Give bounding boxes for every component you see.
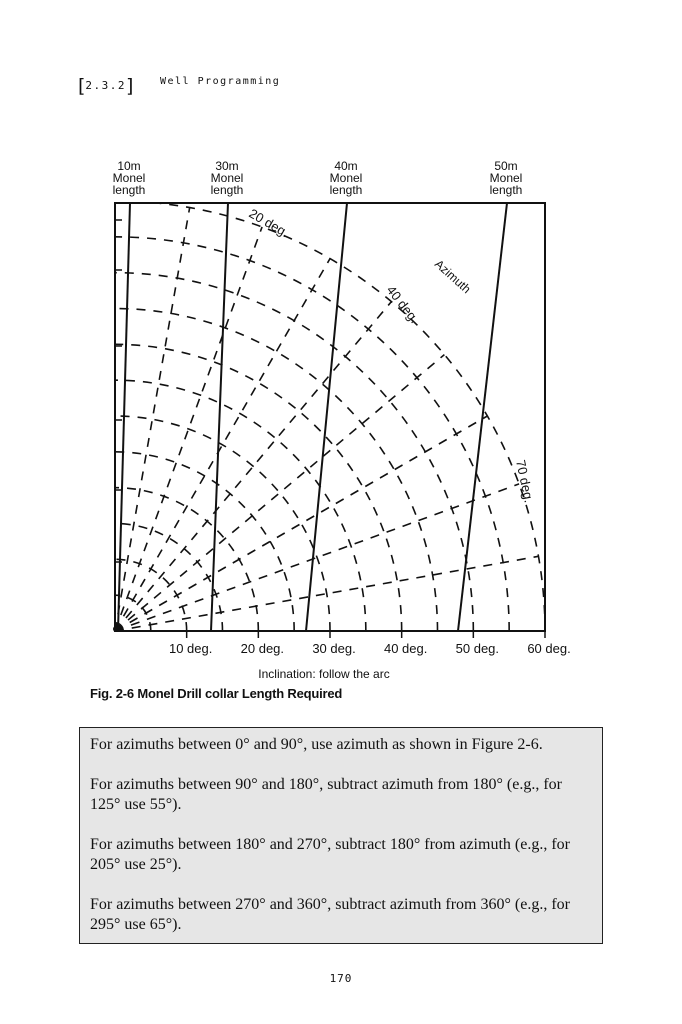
note-paragraph: For azimuths between 0° and 90°, use azimuth as shown in Figure 2-6. — [90, 736, 543, 753]
section-number-text: 2.3.2 — [85, 79, 127, 92]
azimuth-value-label: 70 deg. — [513, 458, 537, 505]
monel-length-label: 40m — [334, 159, 358, 173]
azimuth-value-label: 20 deg. — [246, 205, 292, 241]
monel-length-label: 30m — [215, 159, 239, 173]
inclination-arc — [115, 201, 545, 631]
monel-length-label: 50m — [494, 159, 518, 173]
origin-dot — [113, 626, 119, 632]
monel-length-label: 10m — [117, 159, 141, 173]
figure-caption: Fig. 2-6 Monel Drill collar Length Required — [90, 686, 343, 701]
x-tick-label: 40 deg. — [383, 641, 428, 656]
x-tick-label: 50 deg. — [455, 641, 500, 656]
note-paragraph: For azimuths between 180° and 270°, subtract 180° from azimuth (e.g., for 205° use 25°). — [90, 836, 570, 873]
monel-length-label: Monel — [329, 171, 363, 185]
x-tick-label: 30 deg. — [312, 641, 356, 656]
section-number: [2.3.2] — [78, 75, 134, 97]
page-number: 170 — [329, 972, 353, 985]
azimuth-value-label: 40 deg. — [383, 282, 423, 327]
inclination-arc — [115, 416, 330, 631]
azimuth-axis-label: Azimuth — [431, 256, 474, 297]
running-title: Well Programming — [160, 76, 281, 87]
monel-length-line — [458, 203, 507, 631]
monel-length-label: length — [489, 183, 523, 197]
monel-length-label: Monel — [210, 171, 244, 185]
plot-frame — [115, 203, 545, 631]
x-tick-label: 20 deg. — [240, 641, 285, 656]
azimuth-note-box — [79, 727, 603, 944]
monel-length-label: length — [112, 183, 146, 197]
x-axis-label: Inclination: follow the arc — [258, 667, 390, 681]
inclination-arc — [115, 344, 402, 631]
monel-length-label: Monel — [112, 171, 146, 185]
note-paragraph: For azimuths between 90° and 180°, subtract azimuth from 180° (e.g., for 125° use 55°). — [90, 776, 562, 813]
x-tick-label: 60 deg. — [527, 641, 571, 656]
monel-length-label: length — [210, 183, 244, 197]
figure — [0, 150, 682, 690]
monel-length-line — [306, 203, 347, 631]
note-paragraph: For azimuths between 270° and 360°, subtract azimuth from 360° (e.g., for 295° use 65°). — [90, 896, 570, 933]
monel-length-label: length — [329, 183, 363, 197]
dashed-grid — [115, 201, 545, 631]
x-tick-label: 10 deg. — [168, 641, 213, 656]
monel-length-chart — [0, 150, 682, 690]
monel-length-label: Monel — [489, 171, 523, 185]
inclination-arc — [115, 380, 366, 631]
